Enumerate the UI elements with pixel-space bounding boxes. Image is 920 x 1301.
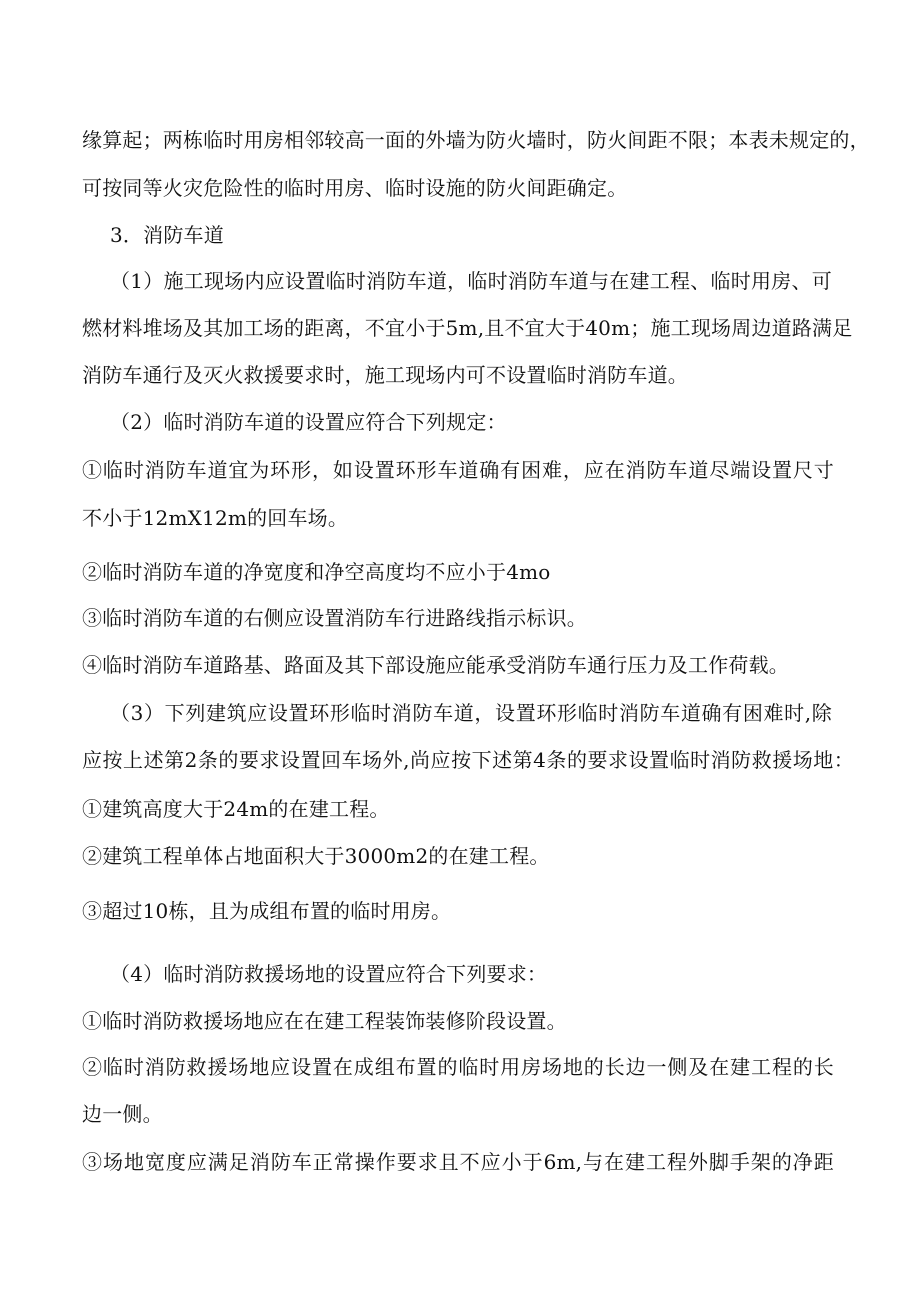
list-item: ②临时消防救援场地应设置在成组布置的临时用房场地的长边一侧及在建工程的长 [82, 1055, 834, 1079]
paragraph-line: 消防车通行及灭火救援要求时，施工现场内可不设置临时消防车道。 [82, 363, 688, 387]
list-item: ③场地宽度应满足消防车正常操作要求且不应小于6m,与在建工程外脚手架的净距 [82, 1150, 834, 1174]
paragraph-line: 燃材料堆场及其加工场的距离，不宜小于5m,且不宜大于40m；施工现场周边道路满足 [82, 316, 853, 340]
list-item: ③临时消防车道的右侧应设置消防车行进路线指示标识。 [82, 606, 587, 630]
paragraph-line: 缘算起；两栋临时用房相邻较高一面的外墙为防火墙时，防火间距不限；本表未规定的， [82, 128, 870, 152]
list-item: ③超过10栋，且为成组布置的临时用房。 [82, 899, 452, 923]
paragraph-line: （4）临时消防救援场地的设置应符合下列要求： [110, 962, 548, 986]
paragraph-line: ①临时消防车道宜为环形，如设置环形车道确有困难，应在消防车道尽端设置尺寸 [82, 458, 834, 482]
paragraph-line: （2）临时消防车道的设置应符合下列规定： [110, 410, 507, 434]
paragraph-line: 可按同等火灾危险性的临时用房、临时设施的防火间距确定。 [82, 176, 628, 200]
list-item: ①临时消防救援场地应在在建工程装饰装修阶段设置。 [82, 1009, 567, 1033]
paragraph-line: 不小于12mX12m的回车场。 [82, 506, 349, 530]
list-item: ②临时消防车道的净宽度和净空高度均不应小于4mo [82, 560, 551, 584]
list-item: ④临时消防车道路基、路面及其下部设施应能承受消防车通行压力及工作荷载。 [82, 653, 789, 677]
paragraph-line: （1）施工现场内应设置临时消防车道，临时消防车道与在建工程、临时用房、可 [110, 269, 832, 293]
section-heading: 3．消防车道 [110, 223, 224, 247]
paragraph-line: （3）下列建筑应设置环形临时消防车道，设置环形临时消防车道确有困难时,除 [110, 701, 832, 725]
list-item: ②建筑工程单体占地面积大于3000m2的在建工程。 [82, 844, 550, 868]
paragraph-line: 应按上述第2条的要求设置回车场外,尚应按下述第4条的要求设置临时消防救援场地： [82, 748, 854, 772]
paragraph-line: 边一侧。 [82, 1102, 163, 1126]
list-item: ①建筑高度大于24m的在建工程。 [82, 797, 390, 821]
